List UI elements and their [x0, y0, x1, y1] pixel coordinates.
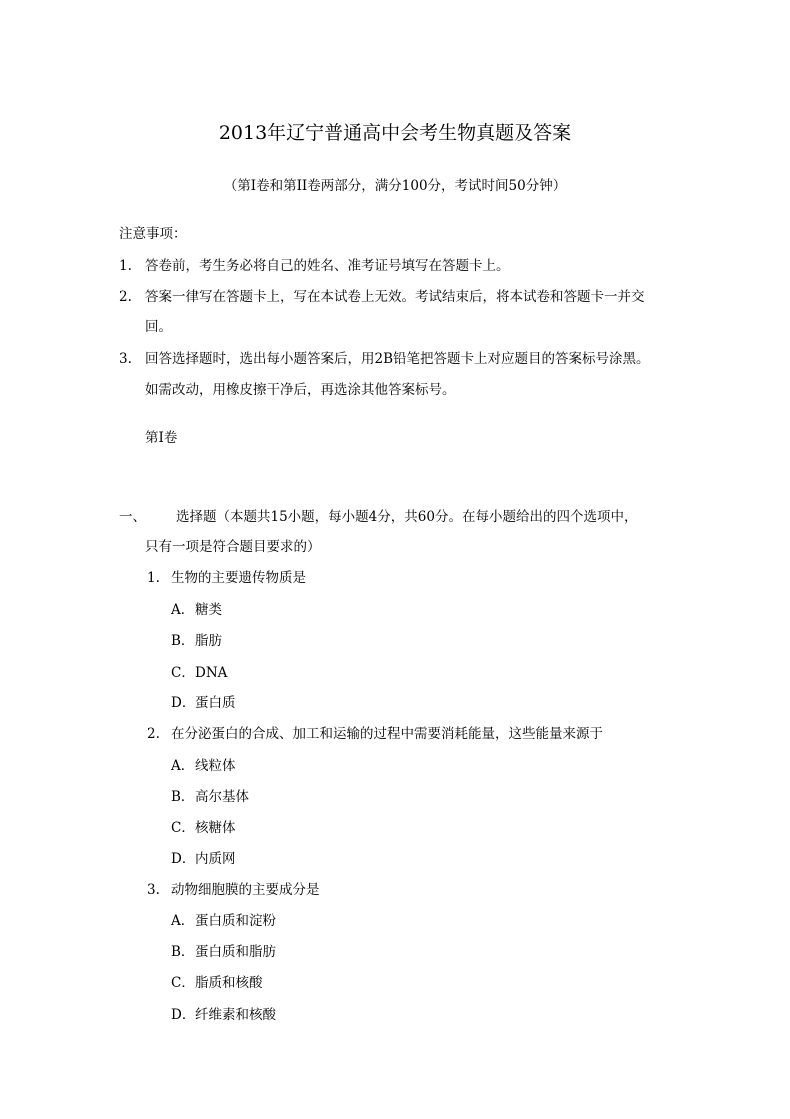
notice-item-text: 答案一律写在答题卡上，写在本试卷上无效。考试结束后，将本试卷和答题卡一并交: [145, 289, 645, 305]
option-text: 蛋白质和脂肪: [195, 944, 276, 960]
question-number: 2.: [147, 726, 160, 742]
option-text: DNA: [195, 665, 228, 681]
option-label: B．: [171, 633, 195, 649]
notice-item-text: 答卷前，考生务必将自己的姓名、准考证号填写在答题卡上。: [145, 258, 510, 274]
section-number: 一、: [119, 509, 146, 525]
part-label: 第I卷: [145, 430, 178, 446]
option-text: 纤维素和核酸: [195, 1007, 276, 1023]
notice-item-number: 2.: [119, 289, 132, 305]
option-label: D．: [171, 1007, 196, 1023]
option-label: C．: [171, 820, 195, 836]
page-subtitle: （第I卷和第II卷两部分，满分100分，考试时间50分钟）: [223, 178, 567, 194]
question-text: 动物细胞膜的主要成分是: [171, 882, 320, 898]
option-label: B．: [171, 944, 195, 960]
option-text: 核糖体: [195, 820, 236, 836]
page-title: 2013年辽宁普通高中会考生物真题及答案: [218, 122, 572, 144]
notice-item-text: 回答选择题时，选出每小题答案后，用2B铅笔把答题卡上对应题目的答案标号涂黑。: [145, 351, 650, 367]
option-label: A．: [171, 602, 195, 618]
question-number: 1.: [147, 570, 160, 586]
notice-item-number: 3.: [119, 351, 132, 367]
option-text: 线粒体: [195, 758, 236, 774]
notice-item-number: 1.: [119, 258, 132, 274]
question-number: 3.: [147, 882, 160, 898]
notice-item-text-continued: 回。: [145, 319, 172, 335]
section-instructions-continued: 只有一项是符合题目要求的）: [145, 539, 321, 555]
question-text: 生物的主要遗传物质是: [171, 570, 306, 586]
section-instructions: 选择题（本题共15小题，每小题4分，共60分。在每小题给出的四个选项中，: [176, 509, 638, 525]
option-text: 蛋白质和淀粉: [195, 913, 276, 929]
option-label: D．: [171, 695, 196, 711]
option-text: 脂质和核酸: [195, 975, 263, 991]
option-label: D．: [171, 851, 196, 867]
option-text: 内质网: [195, 851, 236, 867]
option-label: B．: [171, 789, 195, 805]
option-text: 高尔基体: [195, 789, 249, 805]
option-label: A．: [171, 758, 195, 774]
option-text: 蛋白质: [195, 695, 236, 711]
option-label: C．: [171, 665, 195, 681]
option-label: A．: [171, 913, 195, 929]
option-text: 糖类: [195, 602, 222, 618]
option-text: 脂肪: [195, 633, 222, 649]
notice-item-text-continued: 如需改动，用橡皮擦干净后，再选涂其他答案标号。: [145, 382, 456, 398]
question-text: 在分泌蛋白的合成、加工和运输的过程中需要消耗能量，这些能量来源于: [171, 726, 603, 742]
option-label: C．: [171, 975, 195, 991]
notice-heading: 注意事项：: [119, 226, 187, 242]
